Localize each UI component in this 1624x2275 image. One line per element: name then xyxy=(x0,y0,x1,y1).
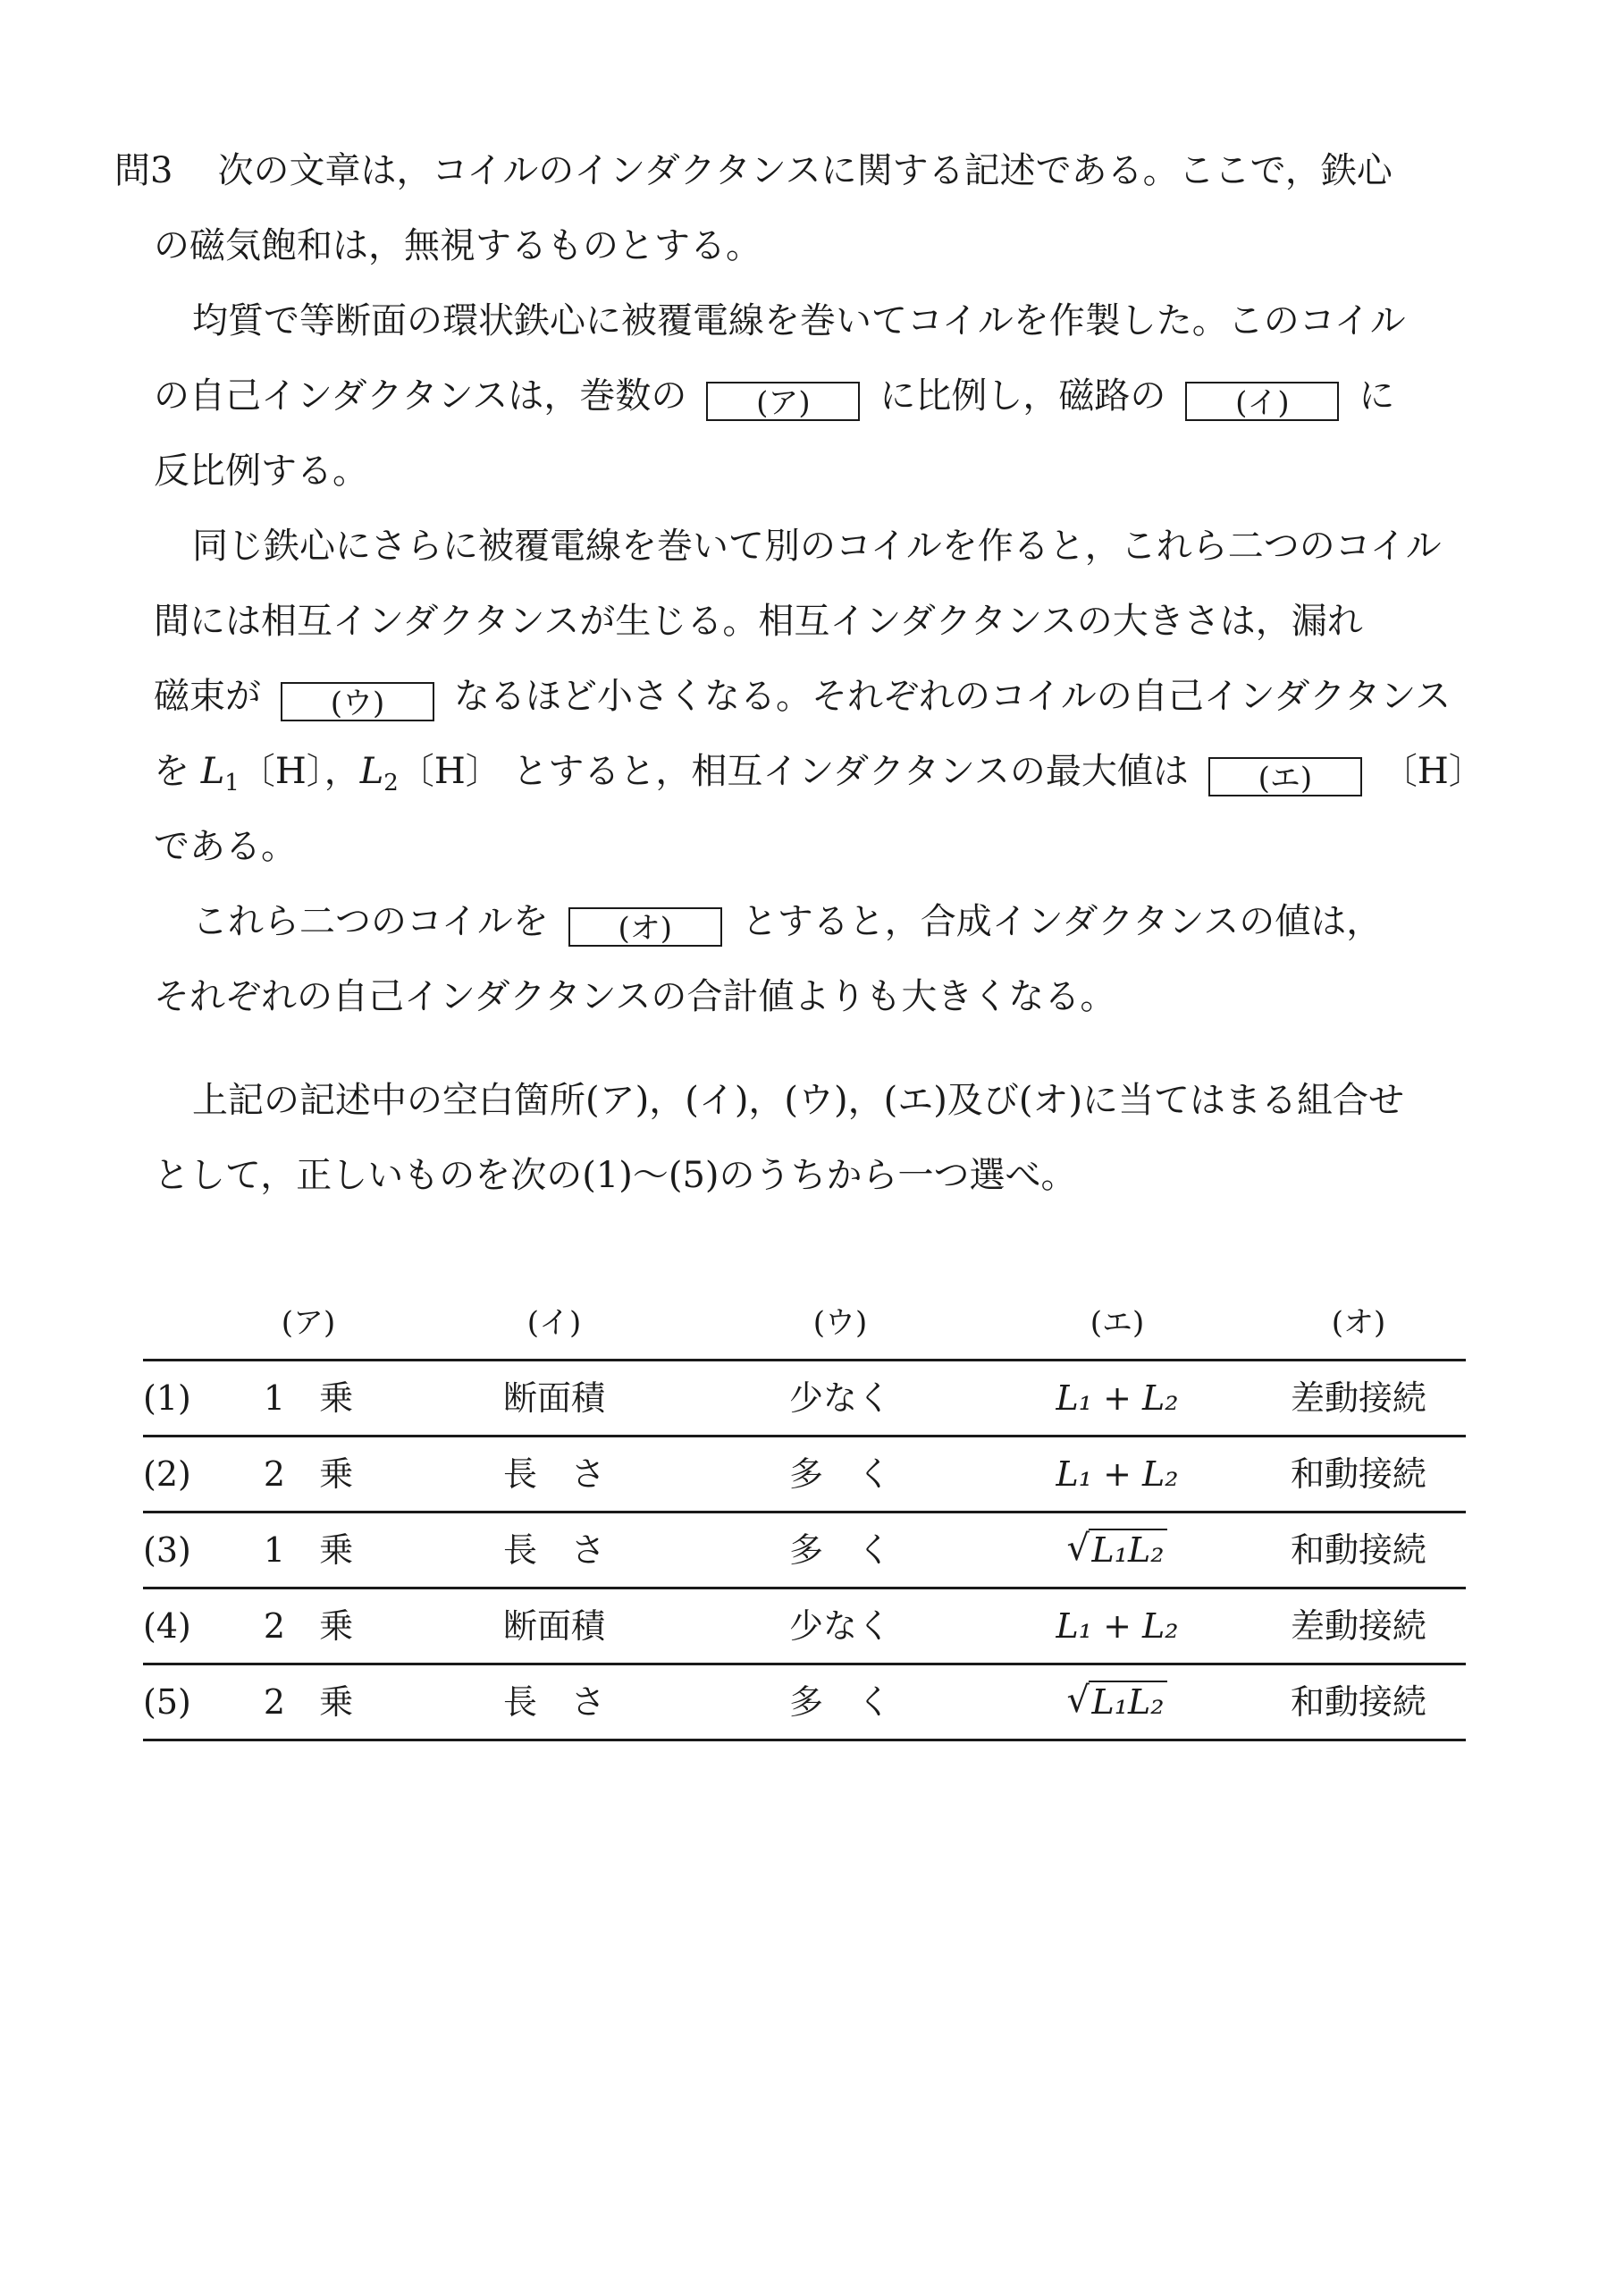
para3-text-1a: これら二つのコイルを xyxy=(192,901,549,942)
row-number-cell: (5) xyxy=(143,1682,191,1722)
row-number-cell: (4) xyxy=(143,1606,191,1646)
symbol-L2: $L_2$ xyxy=(359,751,399,796)
max-mutual-inductance-cell: L₁ + L₂ xyxy=(1056,1606,1179,1646)
para2-text-4a: を xyxy=(154,751,189,792)
blank-a: (ア) xyxy=(706,382,860,421)
unit-h-2: 〔H〕 xyxy=(398,751,501,792)
para1-line-1 xyxy=(192,296,1406,346)
max-mutual-inductance-cell: L₁ + L₂ xyxy=(1056,1378,1179,1418)
answer-table xyxy=(143,1287,1466,1741)
question-number: 問3 xyxy=(114,150,173,191)
blank-i: (イ) xyxy=(1185,382,1339,421)
sqrt-expression xyxy=(1067,1665,1168,1739)
power-cell: 2 乗 xyxy=(263,1606,354,1646)
blank-o: (オ) xyxy=(568,907,722,947)
header-cell-u: (ウ) xyxy=(812,1305,868,1341)
para1-line-2 xyxy=(154,371,1394,421)
sqrt-expression xyxy=(1067,1513,1168,1587)
para2-line-2 xyxy=(154,596,1363,646)
para2-line-5 xyxy=(154,822,297,872)
sqrt-icon: √ xyxy=(1066,1528,1090,1569)
connection-type-cell: 差動接続 xyxy=(1290,1378,1426,1418)
para1-text-2b: に比例し，磁路の xyxy=(879,375,1166,417)
table-row[interactable] xyxy=(143,1587,1466,1663)
magnetic-path-cell: 断面積 xyxy=(502,1606,605,1646)
table-header-row xyxy=(143,1287,1466,1359)
sqrt-icon: √ xyxy=(1066,1680,1090,1721)
magnetic-path-cell: 長 さ xyxy=(502,1682,605,1722)
intro-text-1: 次の文章は，コイルのインダクタンスに関する記述である。ここで，鉄心 xyxy=(217,150,1393,191)
blank-e: (エ) xyxy=(1208,757,1362,796)
para1-line-3 xyxy=(154,446,368,496)
power-cell: 1 乗 xyxy=(263,1530,354,1570)
para3-line-1 xyxy=(192,897,1382,947)
instruction-line-2 xyxy=(154,1150,1077,1201)
sqrt-body: L₁L₂ xyxy=(1089,1529,1168,1570)
unit-h-1: 〔H〕， xyxy=(239,751,360,792)
para2-text-1: 同じ鉄心にさらに被覆電線を巻いて別のコイルを作ると，これら二つのコイル xyxy=(192,526,1442,567)
power-cell: 2 乗 xyxy=(263,1682,354,1722)
leakage-flux-cell: 多 く xyxy=(788,1682,891,1722)
para2-text-4c: 〔H〕 xyxy=(1381,751,1485,792)
power-cell: 1 乗 xyxy=(263,1378,354,1418)
row-number-cell: (2) xyxy=(143,1454,191,1494)
instruction-text-2: として，正しいものを次の(1)～(5)のうちから一つ選べ。 xyxy=(154,1155,1077,1196)
row-number-cell: (1) xyxy=(143,1378,191,1418)
para2-line-4 xyxy=(154,746,1485,808)
leakage-flux-cell: 少なく xyxy=(788,1378,891,1418)
magnetic-path-cell: 断面積 xyxy=(502,1378,605,1418)
para2-line-3 xyxy=(154,671,1451,721)
para1-text-2a: の自己インダクタンスは，巻数の xyxy=(154,375,687,417)
leakage-flux-cell: 少なく xyxy=(788,1606,891,1646)
table-body xyxy=(143,1359,1466,1741)
max-mutual-inductance-cell xyxy=(1001,1665,1233,1739)
header-cell-o: (オ) xyxy=(1331,1305,1386,1341)
para2-text-4b: とすると，相互インダクタンスの最大値は xyxy=(512,751,1189,792)
para2-text-2: 間には相互インダクタンスが生じる。相互インダクタンスの大きさは，漏れ xyxy=(154,601,1363,642)
para3-text-2: それぞれの自己インダクタンスの合計値よりも大きくなる。 xyxy=(154,976,1116,1017)
header-cell-a: (ア) xyxy=(281,1305,336,1341)
connection-type-cell: 差動接続 xyxy=(1290,1606,1426,1646)
instruction-text-1: 上記の記述中の空白箇所(ア)，(イ)，(ウ)，(エ)及び(オ)に当てはまる組合せ xyxy=(192,1080,1405,1121)
power-cell: 2 乗 xyxy=(263,1454,354,1494)
symbol-L1: $L_1$ xyxy=(200,751,240,796)
connection-type-cell: 和動接続 xyxy=(1290,1682,1426,1722)
para3-line-2 xyxy=(154,972,1115,1022)
magnetic-path-cell: 長 さ xyxy=(502,1530,605,1570)
question-intro-line-2 xyxy=(154,221,762,271)
para2-line-1 xyxy=(192,521,1442,571)
row-number-cell: (3) xyxy=(143,1530,191,1570)
leakage-flux-cell: 多 く xyxy=(788,1454,891,1494)
sqrt-body: L₁L₂ xyxy=(1089,1681,1168,1722)
table-row[interactable] xyxy=(143,1435,1466,1511)
table-row[interactable] xyxy=(143,1663,1466,1741)
table-row[interactable] xyxy=(143,1359,1466,1435)
connection-type-cell: 和動接続 xyxy=(1290,1530,1426,1570)
magnetic-path-cell: 長 さ xyxy=(502,1454,605,1494)
para1-text-1: 均質で等断面の環状鉄心に被覆電線を巻いてコイルを作製した。このコイル xyxy=(192,300,1406,341)
header-cell-no xyxy=(143,1287,223,1359)
para2-text-3b: なるほど小さくなる。それぞれのコイルの自己インダクタンス xyxy=(454,676,1452,717)
para1-text-2c: に xyxy=(1359,375,1395,417)
header-cell-i: (イ) xyxy=(526,1305,582,1341)
para1-text-3: 反比例する。 xyxy=(154,451,368,492)
blank-u: (ウ) xyxy=(281,682,434,721)
instruction-line-1 xyxy=(192,1075,1404,1125)
max-mutual-inductance-cell: L₁ + L₂ xyxy=(1056,1454,1179,1494)
para2-text-5: である。 xyxy=(154,826,297,867)
leakage-flux-cell: 多 く xyxy=(788,1530,891,1570)
para3-text-1b: とすると，合成インダクタンスの値は， xyxy=(741,901,1383,942)
para2-text-3a: 磁束が xyxy=(154,676,261,717)
header-cell-e: (エ) xyxy=(1090,1305,1145,1341)
table-row[interactable] xyxy=(143,1511,1466,1587)
question-intro-line-1 xyxy=(114,146,1393,196)
connection-type-cell: 和動接続 xyxy=(1290,1454,1426,1494)
intro-text-2: の磁気飽和は，無視するものとする。 xyxy=(154,225,762,266)
max-mutual-inductance-cell xyxy=(1001,1513,1233,1587)
